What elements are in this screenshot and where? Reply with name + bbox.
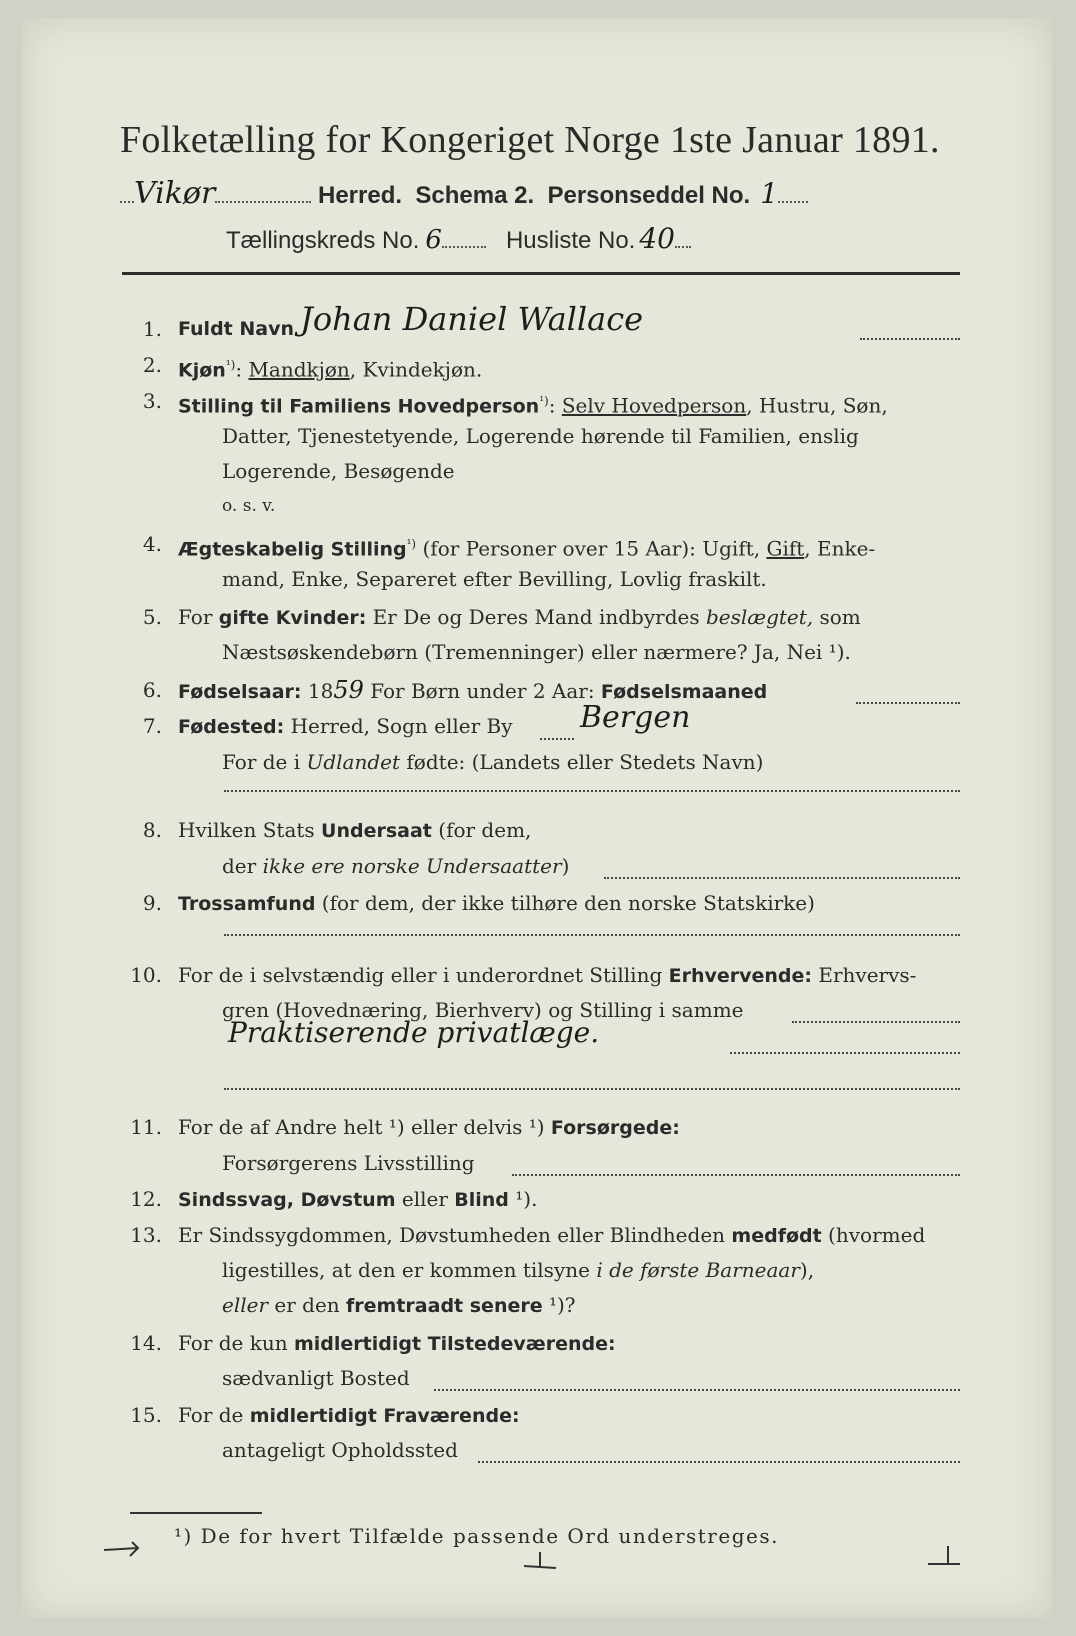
question-label: Fødselsmaaned <box>600 681 768 703</box>
answer-line <box>604 877 960 879</box>
question-text: sædvanligt Bosted <box>222 1366 410 1390</box>
header-divider <box>122 272 960 275</box>
question-text-italic: ikke ere norske Undersaatter <box>262 854 562 878</box>
question-label: Trossamfund <box>178 893 316 915</box>
form-title: Folketælling for Kongeriget Norge 1ste Januar 1891. <box>120 119 940 161</box>
question-label: medfødt <box>731 1225 822 1247</box>
personseddel-label: Personseddel No. <box>547 182 751 209</box>
question-number: 4. <box>142 532 162 556</box>
answer-line <box>224 934 960 936</box>
question-number: 3. <box>142 389 162 413</box>
answer-line <box>540 738 574 740</box>
question-text: Forsørgerens Livsstilling <box>222 1151 475 1175</box>
question-text: antageligt Opholdssted <box>222 1438 458 1462</box>
full-name-value: Johan Daniel Wallace <box>300 300 644 338</box>
question-text: gren (Hovednæring, Bierhverv) og Stilling i samme <box>222 998 744 1022</box>
question-text: 18 <box>301 679 334 703</box>
question-label: Forsørgede: <box>550 1117 680 1139</box>
question-number: 13. <box>130 1223 162 1247</box>
question-number: 5. <box>142 605 162 629</box>
dotted-leader <box>215 200 311 203</box>
herred-value: Vikør <box>134 176 216 211</box>
question-number: 9. <box>142 891 162 915</box>
answer-line <box>434 1389 960 1391</box>
husliste-value: 40 <box>639 222 675 255</box>
question-text: ¹). <box>508 1187 538 1211</box>
question-text: For de i <box>222 750 307 774</box>
question-label: Kjøn <box>178 359 226 382</box>
question-text: eller <box>395 1187 455 1211</box>
option-text: Datter, Tjenestetyende, Logerende hørende til Familien, enslig <box>222 424 859 448</box>
dotted-leader <box>442 245 486 248</box>
option-text: Næstsøskendebørn (Tremenninger) eller nærmere? Ja, Nei ¹). <box>222 640 851 664</box>
kreds-value: 6 <box>425 225 442 255</box>
option-text: Logerende, Besøgende <box>222 459 455 483</box>
question-text: For de kun <box>178 1331 294 1355</box>
colon: : <box>235 357 243 382</box>
question-label: Erhvervende: <box>668 965 813 987</box>
question-text: (hvormed <box>821 1223 926 1247</box>
question-number: 8. <box>142 818 162 842</box>
footnote-ref: ¹) <box>539 394 549 408</box>
question-text-italic: Udlandet <box>306 750 401 774</box>
husliste-label: Husliste No. <box>505 227 636 254</box>
dotted-leader <box>778 200 808 203</box>
question-text: For Børn under 2 Aar: <box>363 679 601 703</box>
question-text: Herred, Sogn eller By <box>284 714 513 738</box>
answer-line <box>224 1088 960 1090</box>
option-text: , Enke- <box>804 536 876 561</box>
question-text: ¹)? <box>542 1293 576 1317</box>
answer-line <box>792 1021 960 1023</box>
question-text-italic: eller <box>222 1293 269 1317</box>
answer-line <box>478 1461 960 1463</box>
question-number: 1. <box>142 317 162 341</box>
kreds-line <box>226 222 946 258</box>
answer-line <box>860 338 960 340</box>
herred-line <box>120 176 960 212</box>
occupation-value: Praktiserende privatlæge. <box>228 1016 600 1049</box>
selected-option: Gift <box>766 536 805 561</box>
dotted-leader <box>120 200 134 203</box>
question-label: midlertidigt Tilstedeværende: <box>293 1333 616 1355</box>
footnote-ref: ¹) <box>406 537 417 551</box>
question-text: For de i selvstændig eller i underordnet Stilling <box>178 963 669 987</box>
question-label: midlertidigt Fraværende: <box>249 1405 520 1427</box>
footnote: ¹) De for hvert Tilfælde passende Ord understreges. <box>174 1524 779 1548</box>
question-number: 6. <box>142 678 162 702</box>
option-text: , Hustru, Søn, <box>746 393 888 418</box>
answer-line <box>856 702 960 704</box>
question-text-italic: i de første Barneaar <box>596 1258 800 1282</box>
question-text: For <box>178 605 219 629</box>
answer-line <box>224 790 960 792</box>
question-label: Fuldt Navn <box>178 318 295 340</box>
question-number: 15. <box>130 1403 162 1427</box>
option-text: mand, Enke, Separeret efter Bevilling, Lovlig fraskilt. <box>222 567 767 591</box>
footnote-divider <box>130 1512 262 1514</box>
question-text: ), <box>799 1258 815 1282</box>
question-text: ligestilles, at den er kommen tilsyne <box>222 1258 597 1282</box>
question-text: er den <box>268 1293 347 1317</box>
fold-mark-icon <box>520 1544 560 1574</box>
dotted-leader <box>675 245 691 248</box>
question-text: Erhvervs- <box>812 963 917 987</box>
personseddel-value: 1 <box>760 177 779 210</box>
herred-label: Herred. <box>318 182 403 209</box>
question-text: ) <box>561 854 570 878</box>
question-number: 14. <box>130 1331 162 1355</box>
fold-mark-icon <box>926 1540 966 1570</box>
question-text: (for dem, <box>431 818 532 842</box>
question-number: 2. <box>142 353 162 377</box>
question-text-italic: beslægtet, <box>705 605 814 629</box>
question-label: gifte Kvinder: <box>218 607 367 629</box>
question-text: (for Personer over 15 Aar): Ugift, <box>416 536 767 561</box>
question-label: Undersaat <box>321 820 432 842</box>
question-number: 10. <box>130 963 162 987</box>
question-number: 12. <box>130 1187 162 1211</box>
kreds-label: Tællingskreds No. <box>226 227 420 254</box>
question-text: fødte: (Landets eller Stedets Navn) <box>400 750 764 774</box>
question-label: Sindssvag, Døvstum <box>178 1189 396 1211</box>
question-text: (for dem, der ikke tilhøre den norske Statskirke) <box>315 891 815 915</box>
fold-mark-icon <box>102 1536 142 1566</box>
question-number: 11. <box>130 1115 162 1139</box>
question-label: Fødested: <box>178 716 285 738</box>
schema-label: Schema 2. <box>415 182 535 209</box>
question-label: Stilling til Familiens Hovedperson <box>178 395 540 418</box>
birth-year-value: 59 <box>333 676 364 704</box>
question-label: Blind <box>454 1189 509 1211</box>
birthplace-value: Bergen <box>580 700 691 735</box>
answer-line <box>730 1052 960 1054</box>
selected-option: Mandkjøn <box>248 357 350 382</box>
question-text: Er Sindssygdommen, Døvstumheden eller Blindheden <box>178 1223 732 1247</box>
question-text: For de af Andre helt ¹) eller delvis ¹) <box>178 1115 551 1139</box>
question-text: Er De og Deres Mand indbyrdes <box>366 605 706 629</box>
question-label: fremtraadt senere <box>346 1295 543 1317</box>
question-number: 7. <box>142 714 162 738</box>
option-text: , Kvindekjøn. <box>349 357 483 382</box>
answer-line <box>512 1174 960 1176</box>
question-text: Hvilken Stats <box>178 818 322 842</box>
question-text: der <box>222 854 263 878</box>
question-text: For de <box>178 1403 250 1427</box>
question-label: Ægteskabelig Stilling <box>178 538 407 561</box>
footnote-ref: ¹) <box>225 358 236 372</box>
selected-option: Selv Hovedperson <box>561 393 747 418</box>
option-text: o. s. v. <box>222 496 276 516</box>
question-text: som <box>813 605 861 629</box>
question-label: Fødselsaar: <box>178 681 302 703</box>
colon: : <box>548 393 556 418</box>
